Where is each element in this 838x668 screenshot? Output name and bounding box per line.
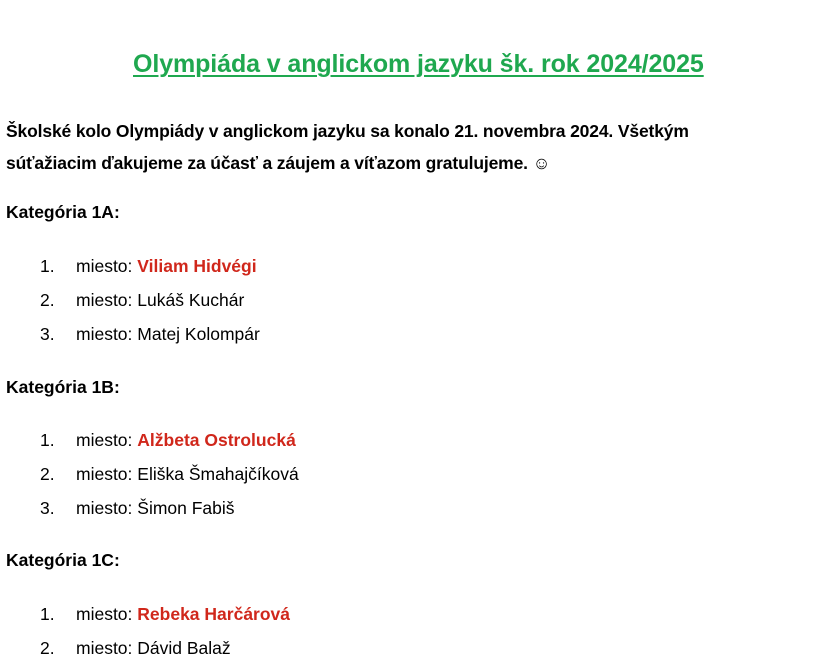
list-number: 3. — [40, 324, 55, 344]
place-label: miesto: — [76, 604, 133, 624]
place-label: miesto: — [76, 638, 133, 658]
list-number: 3. — [40, 498, 55, 518]
contestant-name: Matej Kolompár — [137, 324, 260, 344]
intro-line-2: súťažiacim ďakujeme za účasť a záujem a víťazom gratulujeme. ☺ — [6, 153, 551, 173]
intro-paragraph — [6, 115, 838, 179]
list-number: 2. — [40, 464, 55, 484]
contestant-name: Šimon Fabiš — [137, 498, 235, 518]
place-label: miesto: — [76, 256, 133, 276]
category-heading-1c: Kategória 1C: — [6, 550, 120, 570]
page-title: Olympiáda v anglickom jazyku šk. rok 2024/2025 — [133, 50, 704, 78]
category-heading-1b: Kategória 1B: — [6, 377, 120, 397]
winner-name: Alžbeta Ostrolucká — [137, 430, 296, 450]
place-text — [76, 423, 296, 457]
place-text — [76, 457, 299, 491]
place-label: miesto: — [76, 498, 133, 518]
place-text — [76, 597, 290, 631]
place-text — [76, 491, 235, 525]
place-text — [76, 631, 231, 665]
list-number: 2. — [40, 290, 55, 310]
place-label: miesto: — [76, 464, 133, 484]
intro-line-1: Školské kolo Olympiády v anglickom jazyku sa konalo 21. novembra 2024. Všetkým — [6, 121, 689, 141]
place-label: miesto: — [76, 290, 133, 310]
contestant-name: Dávid Balaž — [137, 638, 231, 658]
category-heading-1a: Kategória 1A: — [6, 202, 120, 222]
winner-name: Rebeka Harčárová — [137, 604, 291, 624]
list-number: 2. — [40, 638, 55, 658]
list-number: 1. — [40, 256, 55, 276]
place-text — [76, 249, 257, 283]
place-label: miesto: — [76, 324, 133, 344]
contestant-name: Lukáš Kuchár — [137, 290, 245, 310]
place-label: miesto: — [76, 430, 133, 450]
list-number: 1. — [40, 604, 55, 624]
winner-name: Viliam Hidvégi — [137, 256, 257, 276]
place-text — [76, 283, 244, 317]
contestant-name: Eliška Šmahajčíková — [137, 464, 299, 484]
list-number: 1. — [40, 430, 55, 450]
place-text — [76, 317, 260, 351]
